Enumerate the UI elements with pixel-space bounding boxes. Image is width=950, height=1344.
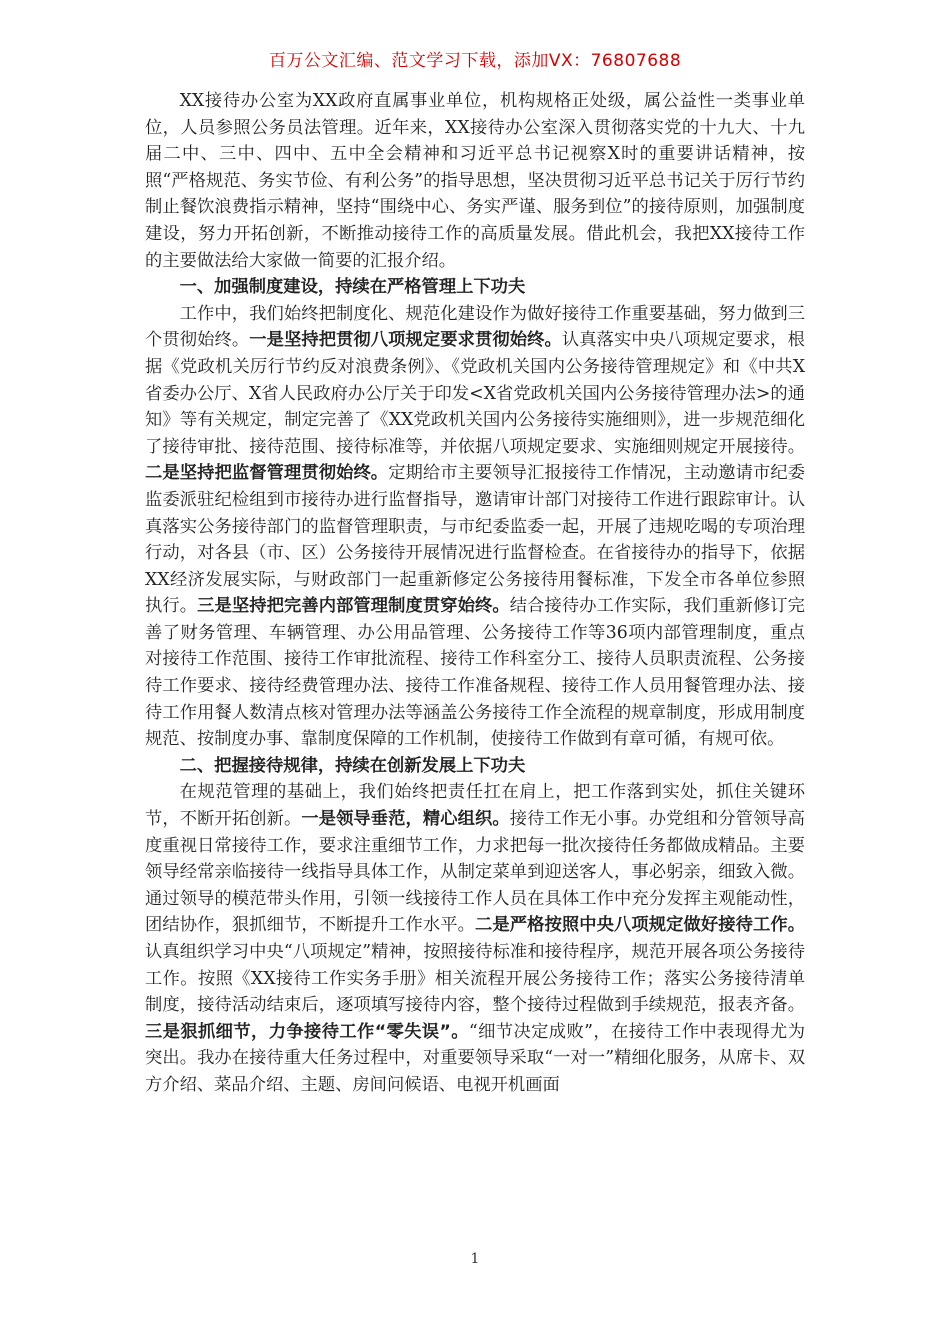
section-heading-1: 一、加强制度建设，持续在严格管理上下功夫 bbox=[179, 277, 526, 298]
bold-point-3: 三是狠抓细节，力争接待工作“零失误”。 bbox=[145, 1021, 469, 1042]
text-run: 定期给市主要领导汇报接待工作情况，主动邀请市纪委监委派驻纪检组到市接待办进行监督指导，邀请审计部门对接待工作进行跟踪审计。认真落实公务接待部门的监督管理职责，与市纪委监委一起，开展了违规吃喝的专项治理行动，对各县（市、区）公务接待开展情况进行监督检查。在省接待办的指导下，依据XX经济发展实际，与财政部门一起重新修定公务接待用餐标准，下发全市各单位参照执行。 bbox=[145, 463, 805, 617]
text-run: 认真落实中央八项规定要求，根据《党政机关厉行节约反对浪费条例》、《党政机关国内公务接待管理规定》和《中共X省委办公厅、X省人民政府办公厅关于印发<X省党政机关国内公务接待管理办法>的通知》等有关规定，制定完善了《XX党政机关国内公务接待实施细则》，进一步规范细化了接待审批、接待范围、接待标准等，并依据八项规定要求、实施细则规定开展接待。 bbox=[145, 330, 805, 457]
text-run: 在规范管理的基础上，我们始终把责任扛在肩上，把工作落到实处，抓住关键环节，不断开拓创新。 bbox=[145, 782, 805, 830]
header-banner: 百万公文汇编、范文学习下载，添加VX：76807688 bbox=[268, 51, 682, 71]
text-run: 认真组织学习中央“八项规定”精神，按照接待标准和接待程序，规范开展各项公务接待工作。按照《XX接待工作实务手册》相关流程开展公务接待工作；落实公务接待清单制度，接待活动结束后，逐项填写接待内容，整个接待过程做到手续规范，报表齐备。 bbox=[145, 942, 805, 1016]
text-run: 接待工作无小事。办党组和分管领导高度重视日常接待工作，要求注重细节工作，力求把每一批次接待任务都做成精品。主要领导经常亲临接待一线指导具体工作，从制定菜单到迎送客人，事必躬亲，细致入微。通过领导的模范带头作用，引领一线接待工作人员在具体工作中充分发挥主观能动性，团结协作，狠抓细节，不断提升工作水平。 bbox=[145, 809, 805, 936]
section-heading-2: 二、把握接待规律，持续在创新发展上下功夫 bbox=[179, 755, 526, 776]
section-2-paragraph bbox=[145, 779, 805, 1098]
bold-point-2: 二是严格按照中央八项规定做好接待工作。 bbox=[475, 915, 805, 936]
bold-point-1: 一是坚持把贯彻八项规定要求贯彻始终。 bbox=[249, 330, 562, 351]
document-body bbox=[145, 88, 805, 1099]
bold-point-1: 一是领导垂范，精心组织。 bbox=[301, 809, 510, 830]
bold-point-3: 三是坚持把完善内部管理制度贯穿始终。 bbox=[197, 596, 510, 617]
text-run: 结合接待办工作实际，我们重新修订完善了财务管理、车辆管理、办公用品管理、公务接待工作等36项内部管理制度，重点对接待工作范围、接待工作审批流程、接待工作科室分工、接待人员职责流程、公务接待工作要求、接待经费管理办法、接待工作准备规程、接待工作人员用餐管理办法、接待工作用餐人数清点核对管理办法等涵盖公务接待工作全流程的规章制度，形成用制度规范、按制度办事、靠制度保障的工作机制，使接待工作做到有章可循，有规可依。 bbox=[145, 596, 805, 750]
page-number: 1 bbox=[470, 1251, 480, 1267]
text-run: 工作中，我们始终把制度化、规范化建设作为做好接待工作重要基础，努力做到三个贯彻始终。 bbox=[145, 303, 805, 351]
bold-point-2: 二是坚持把监督管理贯彻始终。 bbox=[145, 463, 389, 484]
section-1-paragraph bbox=[145, 301, 805, 753]
text-run: “细节决定成败”，在接待工作中表现得尤为突出。我办在接待重大任务过程中，对重要领导采取“一对一”精细化服务，从席卡、双方介绍、菜品介绍、主题、房间问候语、电视开机画面 bbox=[145, 1021, 806, 1095]
intro-paragraph: XX接待办公室为XX政府直属事业单位，机构规格正处级，属公益性一类事业单位，人员参照公务员法管理。近年来，XX接待办公室深入贯彻落实党的十九大、十九届二中、三中、四中、五中全会精神和习近平总书记视察X时的重要讲话精神，按照“严格规范、务实节俭、有利公务”的指导思想，坚决贯彻习近平总书记关于厉行节约制止餐饮浪费指示精神，坚持“围绕中心、务实严谨、服务到位”的接待原则，加强制度建设，努力开拓创新，不断推动接待工作的高质量发展。借此机会，我把XX接待工作的主要做法给大家做一简要的汇报介绍。 bbox=[145, 91, 805, 271]
